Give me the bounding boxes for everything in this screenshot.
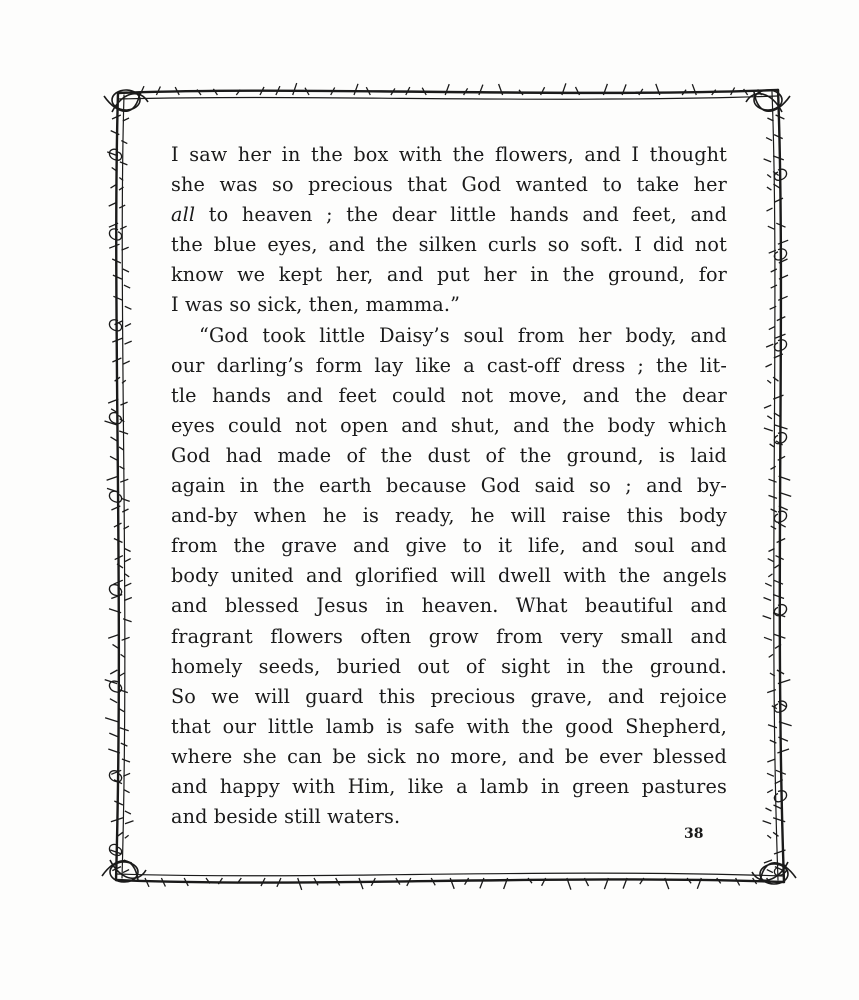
text-line [171, 230, 727, 260]
text-line [171, 652, 727, 682]
text-line-content: our darling’s form lay like a cast-off dress ; the lit- [171, 353, 727, 377]
text-line [171, 802, 727, 832]
text-line [171, 501, 727, 531]
text-line [171, 260, 727, 290]
text-line [171, 772, 727, 802]
text-line-content: fragrant flowers often grow from very small and [171, 624, 727, 648]
text-line [171, 531, 727, 561]
text-line-content: tle hands and feet could not move, and the dear [171, 383, 727, 407]
text-line [171, 712, 727, 742]
text-line-content: body united and glorified will dwell with the angels [171, 564, 727, 588]
text-line-content: she was so precious that God wanted to take her [171, 173, 727, 197]
text-line-content: “God took little Daisy’s soul from her body, and [199, 323, 727, 347]
text-line [171, 441, 727, 471]
text-line [171, 351, 727, 381]
text-line [171, 381, 727, 411]
text-line-content: from the grave and give to it life, and soul and [171, 534, 727, 558]
text-line-content: eyes could not open and shut, and the body which [171, 413, 727, 437]
text-line [171, 682, 727, 712]
text-line [171, 742, 727, 772]
text-line-content: and beside still waters. [171, 805, 401, 829]
emphasis: all [171, 203, 196, 227]
text-line [171, 200, 727, 230]
text-line-content: know we kept her, and put her in the ground, for [171, 263, 727, 287]
text-line-content: God had made of the dust of the ground, is laid [171, 443, 727, 467]
text-line [171, 321, 727, 351]
text-line [171, 170, 727, 200]
text-line-content: and blessed Jesus in heaven. What beautiful and [171, 594, 727, 618]
text-line-content: where she can be sick no more, and be ever blessed [171, 744, 727, 768]
text-line-content: again in the earth because God said so ; and by- [171, 474, 727, 498]
text-line-content: to heaven ; the dear little hands and feet, and [195, 203, 727, 227]
text-line-content: and-by when he is ready, he will raise this body [171, 504, 727, 528]
text-line [171, 411, 727, 441]
body-text [171, 140, 727, 832]
text-line-content: I saw her in the box with the flowers, and I thought [171, 143, 727, 166]
text-line-content: that our little lamb is safe with the good Shepherd, [171, 714, 727, 738]
text-line-content: and happy with Him, like a lamb in green pastures [171, 774, 727, 798]
text-line-content: I was so sick, then, mamma.” [171, 293, 461, 317]
text-line-content: the blue eyes, and the silken curls so soft. I did not [171, 233, 727, 257]
text-line [171, 471, 727, 501]
text-line-content: So we will guard this precious grave, and rejoice [171, 684, 727, 708]
page-number: 38 [684, 826, 704, 842]
text-line [171, 140, 727, 170]
text-line [171, 591, 727, 621]
text-line [171, 622, 727, 652]
text-line-content: homely seeds, buried out of sight in the ground. [171, 654, 727, 678]
text-line [171, 561, 727, 591]
text-line [171, 290, 727, 320]
